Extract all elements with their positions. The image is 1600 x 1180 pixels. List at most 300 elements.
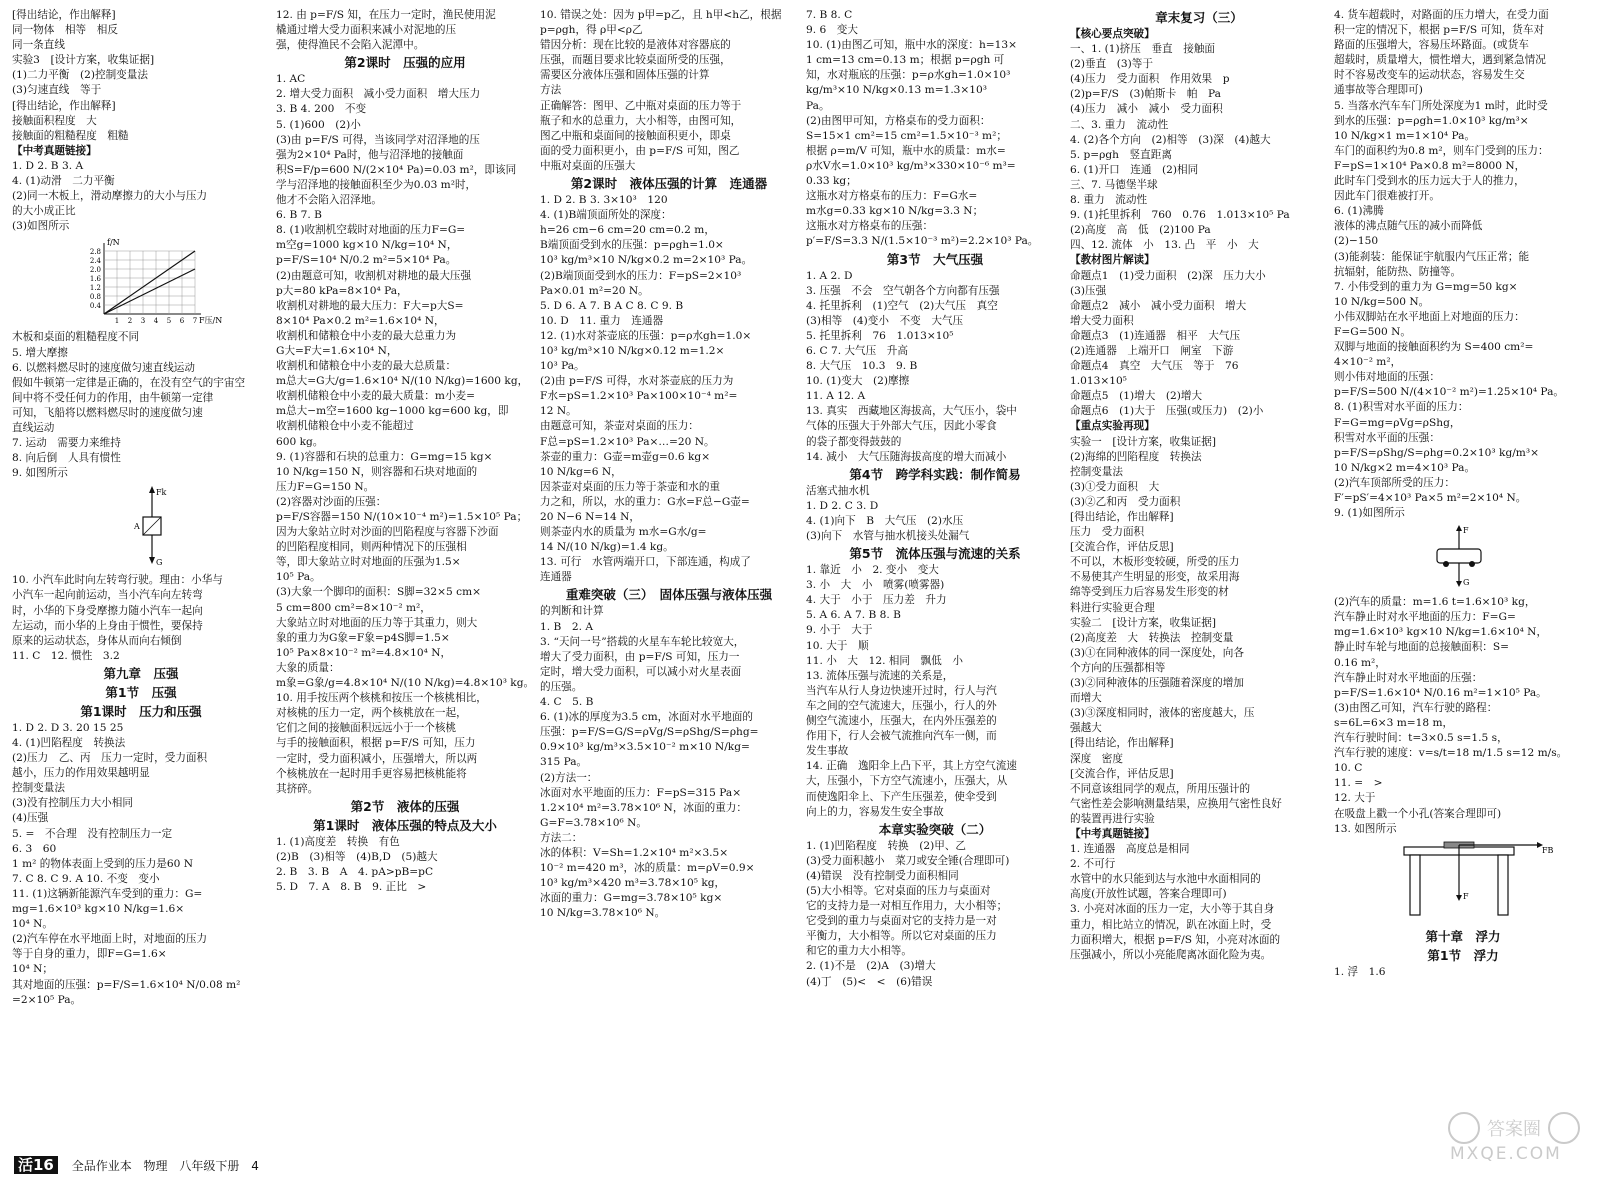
answer-line: (4)压力 受力面积 作用效果 p [1070, 73, 1230, 86]
answer-line: 10. C [1334, 762, 1363, 775]
section-heading: 第1课时 压力和压强 [80, 703, 202, 719]
answer-line: 1.013×10⁵ [1070, 375, 1127, 388]
answer-line: (4)错误 没有控制受力面积相同 [806, 869, 959, 882]
section-heading: 重难突破（三） 固体压强与液体压强 [565, 587, 773, 603]
answer-line: 原来的运动状态，身体从而向右倾倒 [12, 634, 182, 647]
answer-line: 根据 ρ=m/V 可知，瓶中水的质量：m水= [806, 144, 1006, 157]
answer-line: (2)由题意可知，收割机对耕地的最大压强 [276, 269, 472, 282]
watermark [1440, 1110, 1590, 1170]
answer-line: 时，小华的下身受摩擦力随小汽车一起向 [12, 604, 203, 617]
column-5 [1070, 8, 1328, 963]
graph-y-tick: 1.2 [89, 284, 101, 293]
answer-line: 的大小成正比 [12, 205, 76, 218]
section-heading: 第5节 流体压强与流速的关系 [849, 546, 1021, 562]
answer-line: 9. (1)容器和石块的总重力：G=mg=15 kg× [276, 450, 493, 463]
answer-line: (3)③深度相同时，液体的密度越大，压 [1070, 707, 1255, 720]
answer-line: 时不容易改变车的运动状态，容易发生交 [1334, 69, 1525, 82]
answer-line: 1. A 2. D [806, 269, 853, 282]
graph-y-tick: 2.0 [89, 266, 101, 275]
answer-line: p=ρgh，得 ρ甲<ρ乙 [540, 24, 643, 37]
answer-line: 平衡力，大小相等。所以它对桌面的压力 [806, 930, 997, 943]
answer-line: 则茶壶内水的质量为 m水=G水/g= [540, 526, 707, 539]
answer-line: 中瓶对桌面的压强大 [540, 159, 636, 172]
answer-line: ρ水V水=1.0×10³ kg/m³×330×10⁻⁶ m³= [806, 159, 1016, 172]
graph-x-tick: 3 [140, 317, 146, 326]
column-4 [806, 8, 1064, 990]
table-force-diagram [1334, 839, 1592, 925]
answer-line: p大=80 kPa=8×10⁴ Pa， [276, 284, 408, 297]
answer-line: 瓶子和水的总重力，大小相等，由图可知， [540, 114, 742, 127]
answer-line: (3)②乙和丙 受力面积 [1070, 495, 1181, 508]
answer-line: (2)同一木板上，滑动摩擦力的大小与压力 [12, 190, 208, 203]
answer-line: 学与沼泽地的接触面积至少为0.03 m²时， [276, 178, 477, 191]
answer-line: p=F/S=10⁴ N/0.2 m²=5×10⁴ Pa。 [276, 254, 457, 267]
graph-y-tick: 1.6 [89, 275, 101, 284]
answer-line: 深度 密度 [1070, 752, 1123, 765]
answer-line: 强为2×10⁴ Pa时，他与沼泽地的接触面 [276, 148, 464, 161]
section-heading: 第2节 液体的压强 [350, 798, 460, 814]
answer-line: 重力，相比站立的情况，趴在冰面上时，受 [1070, 918, 1272, 931]
answer-line: F水=pS=1.2×10³ Pa×100×10⁻⁴ m²= [540, 390, 738, 403]
answer-line: [交流合作，评估反思] [1070, 767, 1174, 780]
answer-line: 橇通过增大受力面积来减小对泥地的压 [276, 24, 457, 37]
answer-line: (3)压强 [1070, 284, 1107, 297]
answer-line: 0.16 m²， [1334, 656, 1386, 669]
answer-line: 面的受力面积更小，由 p=F/S 可知，图乙 [540, 144, 740, 157]
answer-line: 12. 大于 [1334, 792, 1376, 805]
answer-line: 10 N/kg×2 m=4×10³ Pa。 [1334, 461, 1476, 474]
answer-line: 他才不会陷入沼泽地。 [276, 194, 382, 207]
answer-line: (3)如图所示 [12, 220, 70, 233]
answer-line: 等，即大象站立时对地面的压强为1.5× [276, 556, 461, 569]
answer-line: (3)能刹装：能保证宇航服内气压正常；能 [1334, 250, 1530, 263]
answer-line: 压强减小，所以小亮能爬离冰面化险为夷。 [1070, 948, 1272, 961]
answer-line: 积S=F/p=600 N/(2×10⁴ Pa)=0.03 m²，即该同 [276, 163, 517, 176]
answer-line: 的凹陷程度相同，则两种情况下的压强相 [276, 541, 467, 554]
answer-line: 假如牛顿第一定律是正确的，在没有空气的宇宙空 [12, 376, 246, 389]
answer-line: 力之和，所以，水的重力：G水=F总−G壶= [540, 495, 750, 508]
answer-line: (2)−150 [1334, 235, 1379, 248]
friction-graph-svg [12, 236, 223, 326]
answer-line: 14. 减小 大气压随海拔高度的增大而减小 [806, 450, 1007, 463]
answer-line: 知，水对瓶底的压强：p=ρ水gh=1.0×10³ [806, 69, 1011, 82]
answer-line: m总大=G大/g=1.6×10⁴ N/(10 N/kg)=1600 kg， [276, 375, 529, 388]
answer-line: 车之间的空气流速大，压强小，行人的外 [806, 699, 997, 712]
answer-line: G=F=3.78×10⁶ N。 [540, 816, 647, 829]
answer-line: 车门的面积约为0.8 m²，则车门受到的压力： [1334, 144, 1549, 157]
answer-line: 其对地面的压强：p=F/S=1.6×10⁴ N/0.08 m² [12, 978, 241, 991]
answer-line: Pa。 [806, 99, 830, 112]
answer-line: (3)由图乙可知，汽车行驶的路程： [1334, 701, 1498, 714]
answer-line: 到水的压强：p=ρgh=1.0×10³ kg/m³× [1334, 114, 1529, 127]
answer-line: 2. 不可行 [1070, 858, 1116, 871]
answer-line: 2. 增大受力面积 减小受力面积 增大压力 [276, 88, 481, 101]
answer-line: 发生事故 [806, 745, 849, 758]
answer-line: 同一条直线 [12, 39, 65, 52]
answer-line: 压力 受力面积 [1070, 526, 1145, 539]
answer-line: 而增大 [1070, 692, 1102, 705]
answer-line: 命题点2 减小 减小受力面积 增大 [1070, 299, 1247, 312]
answer-line: 4. (1)动滑 二力平衡 [12, 175, 115, 188]
answer-line: 6. (1)开口 连通 (2)相同 [1070, 163, 1199, 176]
answer-line: 600 kg。 [276, 435, 324, 448]
answer-line: (2)汽车顶部所受的压力： [1334, 476, 1455, 489]
answer-line: 的袋子都变得鼓鼓的 [806, 435, 902, 448]
answer-line: 象的重力为G象=F象=p4S脚=1.5× [276, 631, 450, 644]
answer-line: 增大了受力面积，由 p=F/S 可知，压力一 [540, 650, 740, 663]
answer-line: 10. (1)变大 (2)摩擦 [806, 375, 910, 388]
answer-line: 汽车静止时对水平地面的压力：F=G= [1334, 611, 1516, 624]
friction-graph [12, 236, 270, 328]
answer-line: 此时车门受到水的压力远大于人的推力， [1334, 175, 1525, 188]
answer-line: 2. B 3. B A 4. pA>pB=pC [276, 865, 434, 878]
answer-line: 方法 [540, 84, 562, 97]
answer-line: h=26 cm−6 cm=20 cm=0.2 m， [540, 224, 715, 237]
answer-line: 5. p=ρgh 竖直距离 [1070, 148, 1172, 161]
answer-line: G大=F大=1.6×10⁴ N， [276, 344, 398, 357]
graph-y-tick: 2.4 [89, 257, 101, 266]
subsection-heading: 【教材图片解读】 [1070, 254, 1155, 267]
answer-line: F′=pS′=4×10³ Pa×5 m²=2×10⁴ N。 [1334, 492, 1527, 504]
graph-y-tick: 2.8 [89, 248, 101, 257]
answer-line: F=G=500 N。 [1334, 325, 1412, 338]
answer-line: 接触面积程度 大 [12, 114, 97, 127]
answer-line: 7. 运动 需要力来维持 [12, 437, 121, 450]
answer-line: 1. 靠近 小 2. 变小 变大 [806, 564, 939, 577]
answer-line: (2)垂直 (3)等于 [1070, 58, 1153, 71]
answer-line: 10 N/kg=6 N， [540, 465, 622, 478]
section-heading: 第2课时 液体压强的计算 连通器 [570, 176, 768, 192]
answer-line: 可知，飞船将以燃料燃尽时的速度做匀速 [12, 406, 203, 419]
answer-line: 双脚与地面的接触面积约为 S=400 cm²= [1334, 341, 1534, 354]
graph-line-1 [104, 251, 195, 314]
section-heading: 本章实验突破（二） [878, 821, 992, 837]
answer-line: m水g=0.33 kg×10 N/kg=3.3 N； [806, 205, 984, 218]
answer-line: (2)方法一： [540, 771, 598, 784]
answer-line: m象=G象/g=4.8×10⁴ N/(10 N/kg)=4.8×10³ kg。 [276, 677, 535, 690]
answer-line: 收割机储粮仓中小麦的最大质量：m小麦= [276, 390, 476, 403]
answer-line: 等于自身的重力，即F=G=1.6× [12, 948, 167, 961]
answer-line: (3)②同种液体的压强随着深度的增加 [1070, 677, 1244, 690]
answer-line: 10⁵ Pa。 [276, 571, 321, 584]
answer-line: 1. D 2. D 3. 20 15 25 [12, 721, 124, 734]
answer-line: 4. 大于 小于 压力差 升力 [806, 594, 947, 607]
answer-line: 1. (1)高度差 转换 有色 [276, 835, 400, 848]
answer-line: 8. 向后倒 人具有惯性 [12, 452, 121, 465]
graph-x-tick: 4 [153, 317, 159, 326]
answer-line: m总大−m空=1600 kg−1000 kg=600 kg，即 [276, 405, 509, 418]
answer-line: 0.9×10³ kg/m³×3.5×10⁻² m×10 N/kg= [540, 741, 750, 754]
grade-label: 八年级下册 [179, 1159, 240, 1173]
answer-line: 5. = 不合理 没有控制压力一定 [12, 827, 173, 840]
answer-line: 冰面的重力：G=mg=3.78×10⁵ kg× [540, 892, 723, 905]
answer-line: 大象站立时对地面的压力等于其重力，则大 [276, 616, 478, 629]
answer-line: 积雪对水平面的压强： [1334, 431, 1440, 444]
answer-line: 由题意可知，茶壶对桌面的压力： [540, 420, 699, 433]
car-label-bottom: G [1463, 578, 1470, 588]
answer-line: 10³ Pa。 [540, 360, 585, 373]
answer-line: 10⁻² m=420 m³，冰的质量：m=ρV=0.9× [540, 862, 755, 875]
answer-line: 小汽车一起向前运动，当小汽车向左转弯 [12, 589, 203, 602]
answer-line: 5. 当落水汽车车门所处深度为1 m时，此时受 [1334, 99, 1548, 112]
answer-line: 14 N/(10 N/kg)=1.4 kg。 [540, 541, 674, 554]
answer-line: 一定时，受力面积减小，压强增大，所以两 [276, 752, 478, 765]
answer-line: 命题点5 (1)增大 (2)增大 [1070, 390, 1203, 403]
answer-line: [得出结论，作出解释] [1070, 737, 1174, 750]
graph-y-tick: 0.4 [89, 302, 101, 311]
answer-line: 13. 真实 西藏地区海拔高，大气压小，袋中 [806, 405, 1017, 418]
answer-line: 路面的压强增大，容易压坏路面。(或货车 [1334, 39, 1529, 52]
answer-line: 一、1. (1)挤压 垂直 接触面 [1070, 43, 1216, 56]
answer-line: 0.33 kg； [806, 175, 857, 188]
answer-line: S=15×1 cm²=15 cm²=1.5×10⁻³ m²； [806, 129, 1007, 142]
answer-line: 三、7. 马德堡半球 [1070, 178, 1158, 191]
answer-line: 实验二 [设计方案，收集证据] [1070, 616, 1216, 629]
answer-line: 6. 以燃料燃尽时的速度做匀速直线运动 [12, 361, 195, 374]
answer-line: 这瓶水对方格桌布的压强： [806, 220, 934, 233]
answer-line: (3)没有控制压力大小相同 [12, 797, 133, 810]
answer-line: (3)①在同种液体的同一深度处，向各 [1070, 646, 1244, 659]
answer-line: 气密性差会影响测量结果，应换用气密性良好 [1070, 797, 1282, 810]
answer-line: 大，压强小，下方空气流速小，压强大，从 [806, 775, 1008, 788]
answer-line: 11. A 12. A [806, 390, 866, 403]
answer-line: (3)由 p=F/S 可得，当该同学对沼泽地的压 [276, 133, 480, 146]
section-heading: 第4节 跨学科实践：制作简易 [849, 466, 1021, 482]
answer-line: 11. = > [1334, 777, 1383, 790]
table-label-bottom: F [1463, 891, 1469, 901]
answer-line: 命题点3 (1)连通器 相平 大气压 [1070, 329, 1241, 342]
answer-line: 静止时车轮与地面的总接触面积：S= [1334, 641, 1510, 654]
answer-line: 和它的重力大小相等。 [806, 945, 912, 958]
answer-line: 小伟双脚站在水平地面上对地面的压力： [1334, 310, 1525, 323]
answer-line: 四、12. 流体 小 13. 凸 平 小 大 [1070, 239, 1259, 252]
answer-line: 1 cm=13 cm=0.13 m；根据 p=ρgh 可 [806, 54, 1005, 67]
answer-line: 11. (1)这辆新能源汽车受到的重力：G= [12, 887, 203, 900]
answer-line: 6. 3 60 [12, 842, 57, 855]
column-1 [12, 8, 270, 1008]
page-footer [14, 1154, 267, 1175]
answer-line: 14. 正确 逸阳伞上凸下平，其上方空气流速 [806, 760, 1017, 773]
answer-line: 7. B 8. C [806, 9, 853, 21]
answer-line: 越小，压力的作用效果越明显 [12, 767, 150, 780]
answer-line: 1. B 2. A [540, 620, 593, 633]
section-heading: 章末复习（三） [1155, 10, 1243, 25]
answer-line: 1. D 2. B 3. 3×10³ 120 [540, 194, 668, 207]
answer-line: 活塞式抽水机 [806, 484, 870, 497]
answer-line: 5 cm=800 cm²=8×10⁻² m²， [276, 601, 431, 614]
subject-label: 物理 [143, 1159, 168, 1173]
answer-line: 5. D 7. A 8. B 9. 正比 > [276, 881, 427, 894]
answer-line: p=F/S容器=150 N/(10×10⁻⁴ m²)=1.5×10⁵ Pa； [276, 511, 528, 523]
subsection-heading: 【中考真题链接】 [1070, 827, 1155, 840]
answer-line: 它的支持力是一对相互作用力，大小相等； [806, 900, 1008, 913]
answer-line: 不同意该组同学的观点，所用压强计的 [1070, 782, 1251, 795]
graph-x-tick: 2 [127, 317, 133, 326]
answer-line: 10³ kg/m³×420 m³=3.78×10⁵ kg， [540, 877, 726, 890]
answer-line: 10⁴ N； [12, 963, 53, 976]
subsection-heading: 【核心要点突破】 [1070, 28, 1155, 40]
answer-line: 5. 增大摩擦 [12, 346, 68, 359]
answer-line: 连通器 [540, 571, 572, 584]
subsection-heading: 【重点实验再现】 [1070, 420, 1155, 433]
answer-line: 积一定的情况下，根据 p=F/S 可知，货车对 [1334, 24, 1545, 37]
answer-line: (2)容器对沙面的压强： [276, 495, 387, 508]
answer-line: 11. C 12. 惯性 3.2 [12, 649, 120, 662]
answer-line: 1. AC [276, 73, 306, 86]
answer-line: 冰面对水平地面的压力：F=pS=315 Pa× [540, 786, 742, 799]
answer-line: (2)高度差 大 转换法 控制变量 [1070, 631, 1234, 644]
section-heading: 第3节 大气压强 [886, 251, 984, 267]
answer-line: 方法二： [540, 831, 583, 844]
section-heading: 第1节 浮力 [1427, 947, 1499, 963]
car-label-top: F [1463, 526, 1469, 536]
answer-line: 的判断和计算 [540, 605, 604, 618]
answer-line: 10. 小汽车此时向左转弯行驶。理由：小华与 [12, 574, 223, 587]
answer-line: 10³ kg/m³×10 N/kg×0.12 m=1.2× [540, 344, 725, 357]
answer-line: 10. 用手按压两个核桃和按压一个核桃相比， [276, 692, 487, 705]
answer-line: 料进行实验更合理 [1070, 601, 1155, 614]
section-heading: 第1课时 液体压强的特点及大小 [313, 817, 497, 833]
answer-line: 作用下，行人会被气流推向汽车一侧，而 [806, 730, 997, 743]
answer-line: [交流合作，评估反思] [1070, 541, 1174, 554]
answer-line: 8. (1)收割机空载时对地面的压力F=G= [276, 224, 466, 237]
answer-line: 6. B 7. B [276, 209, 322, 222]
answer-line: (3)受力面积越小 菜刀或安全锤(合理即可) [806, 854, 1010, 867]
answer-line: (3)大象一个脚印的面积：S脚=32×5 cm× [276, 586, 481, 599]
answer-line: 13. 可行 水管两端开口，下部连通，构成了 [540, 556, 751, 569]
answer-line: 8×10⁴ Pa×0.2 m²=1.6×10⁴ N， [276, 314, 445, 327]
answer-line: (3)匀速直线 等于 [12, 84, 102, 97]
answer-line: 5. (1)600 (2)小 [276, 118, 361, 131]
answer-line: (2)由 p=F/S 可得，水对茶壶底的压力为 [540, 375, 734, 388]
answer-line: 控制变量法 [1070, 465, 1123, 478]
answer-line: 5. D 6. A 7. B A C 8. C 9. B [540, 299, 684, 312]
page-number: 活16 [14, 1156, 58, 1174]
answer-line: 向上的力，容易发生安全事故 [806, 805, 944, 818]
section-heading: 第十章 浮力 [1425, 928, 1501, 944]
answer-line: F=G=mg=ρVg=ρShg， [1334, 416, 1461, 429]
answer-line: (4)压力 减小 减小 受力面积 [1070, 103, 1223, 116]
answer-line: 的装置再进行实验 [1070, 812, 1155, 825]
answer-line: (2)p=F/S (3)帕斯卡 帕 Pa [1070, 88, 1221, 101]
answer-line: (2)B (3)相等 (4)B,D (5)越大 [276, 850, 438, 863]
answer-line: 间中将不受任何力的作用，由牛顿第一定律 [12, 391, 214, 404]
answer-line: 定时，增大受力面积，可以减小对火星表面 [540, 665, 742, 678]
answer-line: 汽车静止时对水平地面的压强： [1334, 671, 1483, 684]
answer-line: 压强：p=F/S=G/S=ρVg/S=ρShg/S=ρhg= [540, 726, 759, 739]
answer-line: 5. 托里拆利 76 1.013×10⁵ [806, 329, 954, 342]
answer-line: 10 N/kg=500 N。 [1334, 295, 1430, 308]
answer-line: 茶壶的重力：G壶=m壶g=0.6 kg× [540, 450, 711, 463]
answer-line: 汽车行驶时间：t=3×0.5 s=1.5 s， [1334, 732, 1508, 745]
answer-line: 10. 错误之处：因为 p甲=p乙，且 h甲<h乙，根据 [540, 9, 782, 21]
answer-line: 命题点4 真空 大气压 等于 76 [1070, 360, 1239, 373]
answer-line: 11. 小 大 12. 相同 飘低 小 [806, 654, 963, 667]
table-label-right: FB [1542, 845, 1554, 855]
column-2 [276, 8, 534, 895]
answer-line: 冰的体积：V=Sh=1.2×10⁴ m²×3.5× [540, 846, 729, 859]
answer-line: 绵等受到压力后容易发生形变的材 [1070, 586, 1229, 599]
answer-line: 木板和桌面的粗糙程度不同 [12, 331, 140, 344]
section-heading: 第九章 压强 [103, 665, 179, 681]
answer-line: 10. (1)由图乙可知，瓶中水的深度：h=13× [806, 39, 1017, 52]
answer-line: 水管中的水只能到达与水池中水面相同的 [1070, 873, 1261, 886]
answer-line: 接触面的粗糙程度 粗糙 [12, 129, 129, 142]
answer-line: (3)向下 水管与抽水机接头处漏气 [806, 530, 970, 542]
answer-line: 5. A 6. A 7. B 8. B [806, 609, 901, 622]
answer-line: 7. C 8. C 9. A 10. 不变 变小 [12, 872, 160, 885]
answer-line: 对核桃的压力一定，两个核桃放在一起， [276, 707, 467, 720]
answer-line: 10 N/kg×1 m=1×10⁴ Pa。 [1334, 129, 1476, 142]
answer-line: 的压强。 [540, 680, 583, 693]
answer-line: 4. (1)凹陷程度 转换法 [12, 737, 126, 749]
graph-x-label: F压/N [199, 316, 223, 326]
answer-line: 错因分析：现在比较的是液体对容器底的 [540, 39, 731, 52]
answer-line: (2)压力 乙、丙 压力一定时，受力面积 [12, 752, 208, 765]
footer-num: 4 [251, 1159, 259, 1173]
answer-line: 10 N/kg=150 N，则容器和石块对地面的 [276, 465, 478, 478]
answer-line: 3. 小亮对冰面的压力一定，大小等于其自身 [1070, 903, 1275, 916]
graph-x-tick: 7 [192, 317, 198, 326]
answer-line: mg=1.6×10³ kg×10 N/kg=1.6×10⁴ N， [1334, 626, 1548, 639]
answer-line: 液体的沸点随气压的减小而降低 [1334, 220, 1483, 233]
answer-line: [得出结论，作出解释] [1070, 511, 1174, 523]
answer-line: 1. 浮 1.6 [1334, 965, 1386, 978]
answer-line: 9. 如图所示 [12, 467, 68, 480]
answer-line: 10³ kg/m³×10 N/kg×0.2 m=2×10³ Pa。 [540, 254, 753, 267]
graph-x-tick: 1 [114, 317, 120, 326]
force-label-top: Fk [156, 488, 167, 498]
answer-line: 7. 小伟受到的重力为 G=mg=50 kg× [1334, 280, 1518, 293]
column-6 [1334, 8, 1592, 980]
answer-line: 抗辐射，能防热、防撞等。 [1334, 265, 1462, 278]
answer-line: 1.2×10⁴ m²=3.78×10⁶ N，冰面的重力： [540, 801, 747, 814]
answer-line: 9. 小于 大于 [806, 624, 873, 637]
answer-line: 个方向的压强都相等 [1070, 661, 1166, 674]
answer-line: 正确解答：图甲、乙中瓶对桌面的压力等于 [540, 99, 742, 112]
answer-line: (2)汽车停在水平地面上时，对地面的压力 [12, 933, 208, 946]
answer-line: (3)①受力面积 大 [1070, 480, 1160, 493]
answer-line: 4. (1)向下 B 大气压 (2)水压 [806, 514, 964, 527]
answer-line: 实验一 [设计方案，收集证据] [1070, 435, 1216, 448]
answer-line: 4. (2)各个方向 (2)相等 (3)深 (4)越大 [1070, 133, 1271, 146]
force-label-box: A [134, 522, 140, 532]
answer-line: 因茶壶对桌面的压力等于茶壶和水的重 [540, 480, 721, 493]
car-force-diagram [1334, 523, 1592, 593]
section-heading: 第2课时 压强的应用 [344, 55, 466, 71]
answer-line: 3. B 4. 200 不变 [276, 103, 367, 116]
answer-line: 20 N−6 N=14 N， [540, 511, 640, 523]
answer-line: 收割机和储粮仓中小麦的最大总重力为 [276, 329, 457, 342]
answer-line: (3)相等 (4)变小 不变 大气压 [806, 314, 964, 327]
answer-line: 13. 如图所示 [1334, 822, 1397, 835]
answer-line: 汽车行驶的速度：v=s/t=18 m/1.5 s=12 m/s。 [1334, 747, 1568, 760]
answer-line: 2. (1)不是 (2)A (3)增大 [806, 960, 936, 973]
graph-line-2 [104, 269, 195, 314]
answer-line: 收割机对耕地的最大压力：F大=p大S= [276, 299, 464, 312]
answer-line: 9. (1)托里拆利 760 0.76 1.013×10⁵ Pa [1070, 209, 1290, 222]
answer-line: 气体的压强大于外部大气压，因此小零食 [806, 420, 997, 433]
answer-line: [得出结论，作出解释] [12, 9, 116, 21]
answer-line: s=6L=6×3 m=18 m， [1334, 716, 1454, 729]
answer-line: 8. 大气压 10.3 9. B [806, 360, 918, 373]
answer-line: 10 N/kg=3.78×10⁶ N。 [540, 907, 666, 920]
answer-line: 则小伟对地面的压强： [1334, 371, 1440, 384]
answer-line: 左运动，而小华的上身由于惯性，要保持 [12, 619, 203, 632]
answer-line: 力面积增大，根据 p=F/S 知，小亮对冰面的 [1070, 933, 1281, 946]
answer-line: F=pS=1×10⁴ Pa×0.8 m²=8000 N， [1334, 159, 1526, 172]
answer-line: (2)海绵的凹陷程度 转换法 [1070, 450, 1202, 463]
